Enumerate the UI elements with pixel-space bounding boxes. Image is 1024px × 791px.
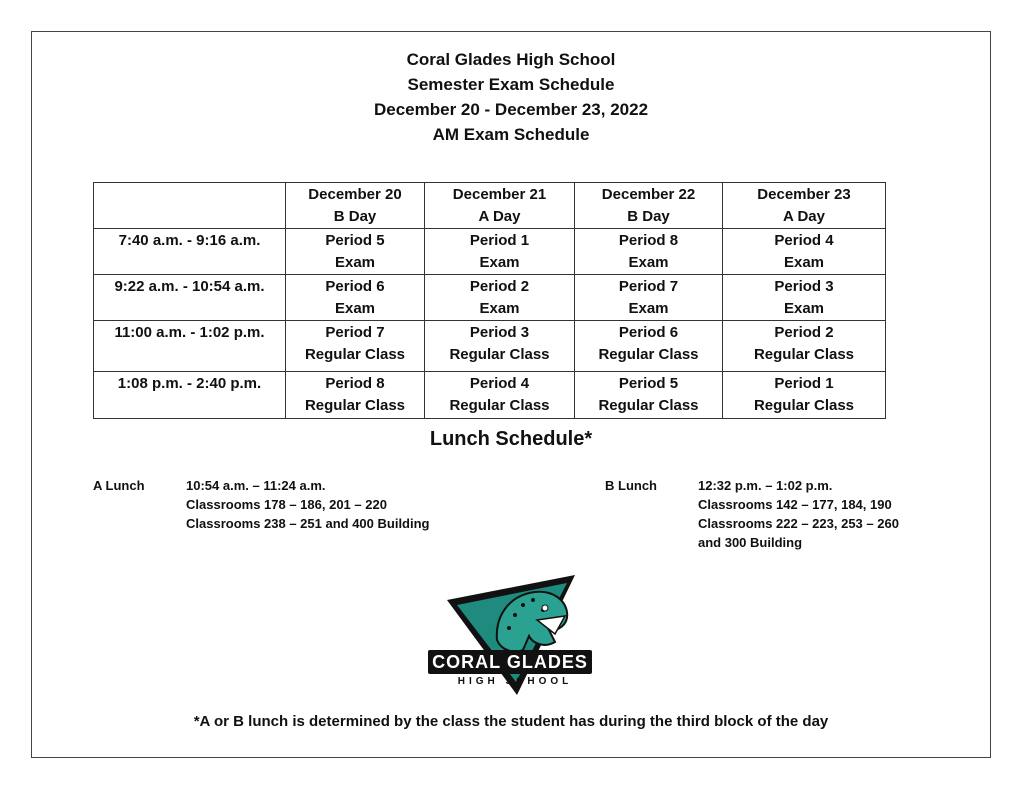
table-header-row — [94, 183, 886, 229]
lunch-footnote: *A or B lunch is determined by the class the student has during the third block of the day — [193, 713, 829, 730]
school-logo — [425, 570, 595, 700]
schedule-session: AM Exam Schedule — [432, 125, 590, 144]
column-header: December 23 A Day — [723, 183, 886, 229]
column-header: December 22 B Day — [575, 183, 723, 229]
time-cell: 1:08 p.m. - 2:40 p.m. — [94, 372, 286, 419]
exam-schedule-table — [93, 182, 886, 419]
schedule-cell: Period 5 Regular Class — [575, 372, 723, 419]
table-row — [94, 372, 886, 419]
schedule-cell: Period 1 Regular Class — [723, 372, 886, 419]
table-row — [94, 229, 886, 275]
svg-text:HIGH SCHOOL: HIGH SCHOOL — [457, 676, 573, 687]
table-row — [94, 275, 886, 321]
schedule-cell: Period 8 Exam — [575, 229, 723, 275]
time-cell: 9:22 a.m. - 10:54 a.m. — [94, 275, 286, 321]
schedule-cell: Period 1 Exam — [425, 229, 575, 275]
a-lunch-time: 10:54 a.m. – 11:24 a.m. — [186, 478, 326, 493]
a-lunch-label: A Lunch — [93, 478, 145, 493]
schedule-cell: Period 7 Regular Class — [286, 321, 425, 372]
b-lunch-rooms: Classrooms 142 – 177, 184, 190 — [698, 497, 892, 512]
schedule-cell: Period 3 Regular Class — [425, 321, 575, 372]
b-lunch-time: 12:32 p.m. – 1:02 p.m. — [698, 478, 833, 493]
table-row — [94, 321, 886, 372]
school-name: Coral Glades High School — [406, 50, 616, 69]
schedule-cell: Period 3 Exam — [723, 275, 886, 321]
schedule-cell: Period 2 Regular Class — [723, 321, 886, 372]
schedule-cell: Period 7 Exam — [575, 275, 723, 321]
b-lunch-rooms: Classrooms 222 – 223, 253 – 260 — [698, 516, 899, 531]
column-header: December 20 B Day — [286, 183, 425, 229]
time-cell: 7:40 a.m. - 9:16 a.m. — [94, 229, 286, 275]
schedule-cell: Period 2 Exam — [425, 275, 575, 321]
schedule-subtitle: Semester Exam Schedule — [407, 75, 615, 94]
lunch-schedule-title: Lunch Schedule* — [429, 428, 593, 450]
a-lunch-block — [93, 476, 513, 556]
column-header: December 21 A Day — [425, 183, 575, 229]
b-lunch-info — [698, 476, 899, 552]
schedule-cell: Period 5 Exam — [286, 229, 425, 275]
b-lunch-rooms: and 300 Building — [698, 535, 803, 550]
svg-text:CORAL GLADES: CORAL GLADES — [432, 652, 588, 672]
schedule-cell: Period 6 Exam — [286, 275, 425, 321]
a-lunch-info — [186, 476, 430, 533]
a-lunch-rooms: Classrooms 178 – 186, 201 – 220 — [186, 497, 387, 512]
time-cell: 11:00 a.m. - 1:02 p.m. — [94, 321, 286, 372]
schedule-cell: Period 6 Regular Class — [575, 321, 723, 372]
b-lunch-block — [605, 476, 945, 556]
schedule-cell: Period 4 Regular Class — [425, 372, 575, 419]
schedule-cell: Period 4 Exam — [723, 229, 886, 275]
page-heading — [31, 47, 991, 147]
schedule-dates: December 20 - December 23, 2022 — [373, 100, 649, 119]
b-lunch-label: B Lunch — [605, 478, 657, 493]
schedule-cell: Period 8 Regular Class — [286, 372, 425, 419]
header-empty-cell — [94, 183, 286, 229]
a-lunch-rooms: Classrooms 238 – 251 and 400 Building — [186, 516, 430, 531]
